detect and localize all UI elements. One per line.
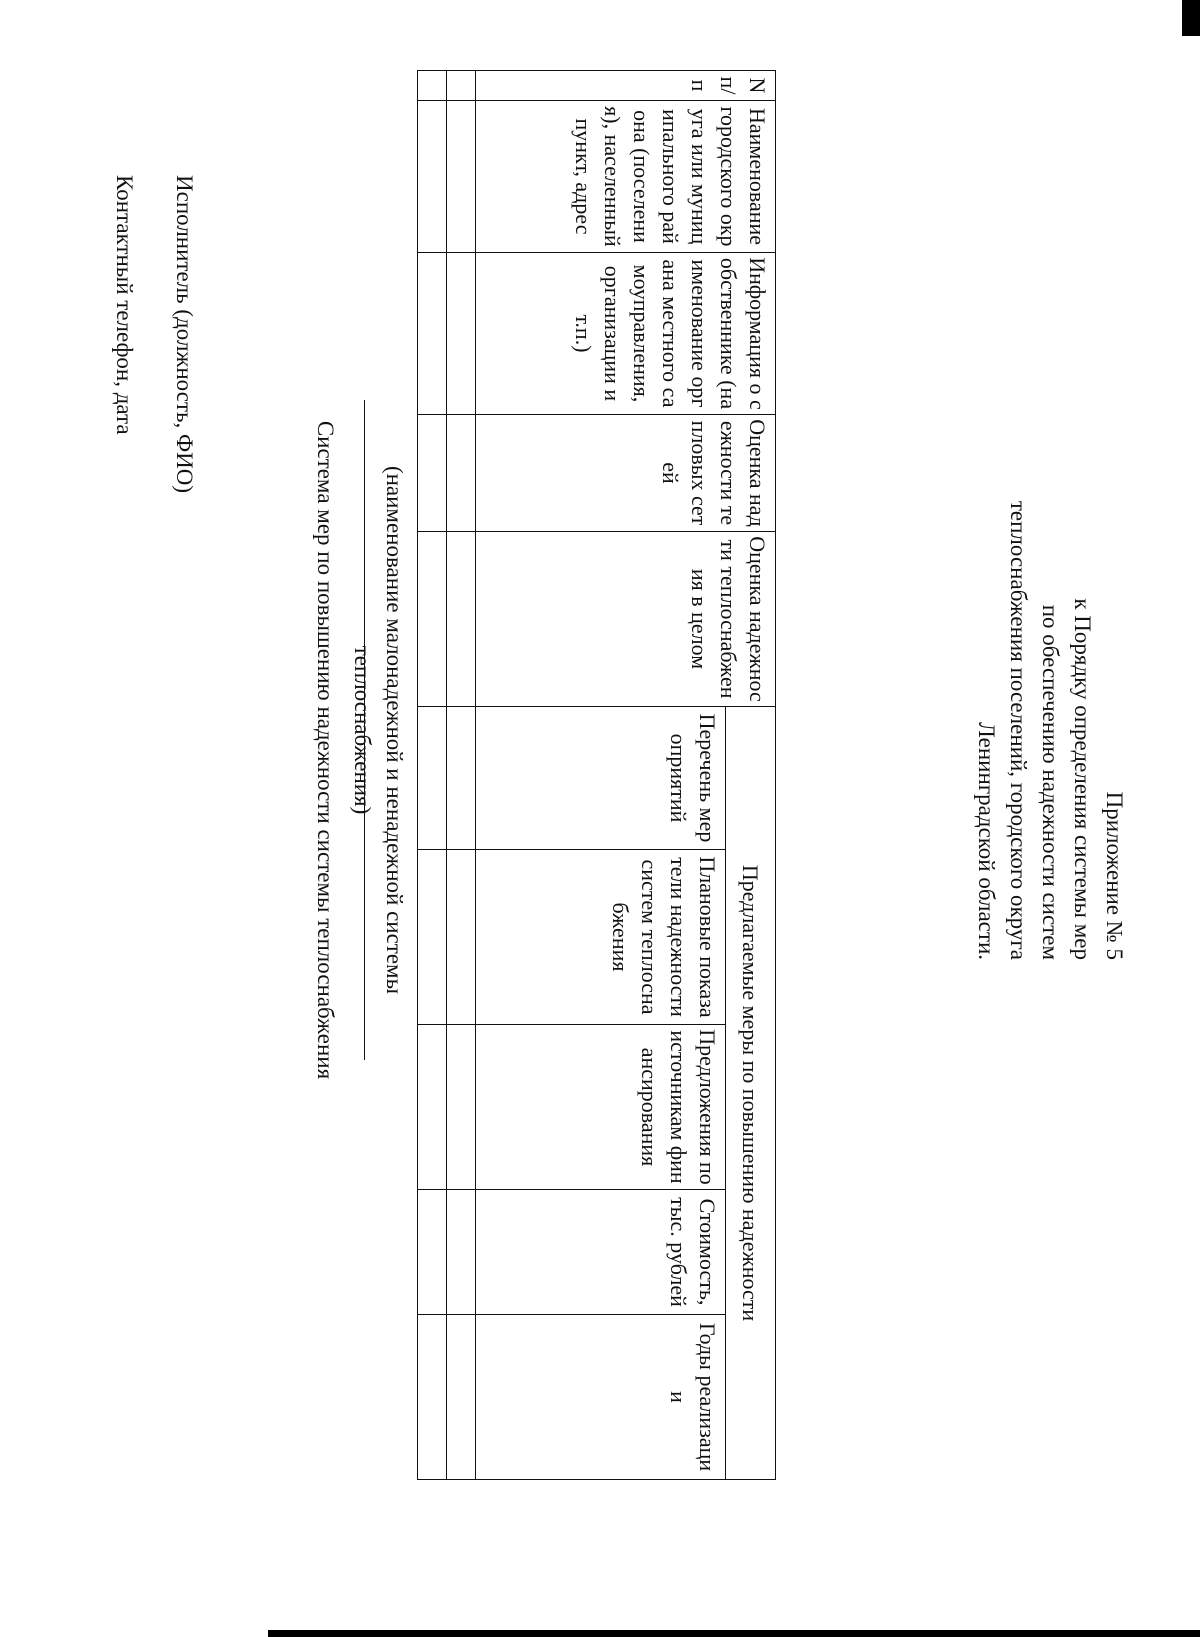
header-funding-proposals: Предложения по источникам финансирования — [476, 1025, 726, 1190]
header-proposed-measures: Предлагаемые меры по повышению надежности — [726, 707, 776, 1480]
table-cell — [418, 1190, 447, 1315]
document-title: Система мер по повышению надежности системы теплоснабжения — [313, 420, 338, 1080]
appendix-line: Приложение № 5 — [1102, 791, 1127, 960]
table-cell — [418, 415, 447, 532]
header-cost: Стоимость, тыс. рублей — [476, 1190, 726, 1315]
measures-table — [417, 70, 776, 1480]
table-cell — [447, 71, 476, 101]
table-row — [447, 71, 476, 1480]
table-cell — [418, 532, 447, 707]
table-cell — [418, 850, 447, 1025]
header-overall-reliability: Оценка надежности теплоснабжения в целом — [476, 532, 776, 707]
appendix-header — [970, 60, 1130, 960]
table-cell — [447, 101, 476, 253]
table-cell — [447, 1025, 476, 1190]
table-cell — [418, 1315, 447, 1480]
table-cell — [447, 850, 476, 1025]
table-cell — [418, 1025, 447, 1190]
table-cell — [447, 707, 476, 850]
table-cell — [418, 71, 447, 101]
appendix-line: теплоснабжения поселений, городского округа — [1006, 500, 1031, 960]
header-years: Годы реализации — [476, 1315, 726, 1480]
appendix-line: Ленинградской области. — [974, 722, 999, 960]
table-cell — [447, 1315, 476, 1480]
contact-line: Контактный телефон, дата — [112, 175, 137, 435]
table-cell — [418, 707, 447, 850]
name-caption: (наименование малонадежной и ненадежной системы теплоснабжения) — [350, 465, 407, 995]
table-row — [418, 71, 447, 1480]
table-cell — [447, 253, 476, 415]
table-cell — [447, 532, 476, 707]
table-cell — [447, 415, 476, 532]
table-cell — [447, 1190, 476, 1315]
header-name: Наименование городского округа или муниципального района (поселения), населенный пункт, адрес — [476, 101, 776, 253]
header-network-reliability: Оценка надежности тепловых сетей — [476, 415, 776, 532]
header-owner: Информация о собственнике (наименование органа местного самоуправления, организации и т.п.) — [476, 253, 776, 415]
table-cell — [418, 253, 447, 415]
table-cell — [418, 101, 447, 253]
header-measures-list: Перечень мероприятий — [476, 707, 726, 850]
header-num: N п/п — [476, 71, 776, 101]
appendix-line: по обеспечению надежности систем — [1038, 604, 1063, 960]
executor-line: Исполнитель (должность, ФИО) — [172, 175, 197, 494]
header-planned-indicators: Плановые показатели надежности систем теплоснабжения — [476, 850, 726, 1025]
appendix-line: к Порядку определения системы мер — [1070, 598, 1095, 960]
